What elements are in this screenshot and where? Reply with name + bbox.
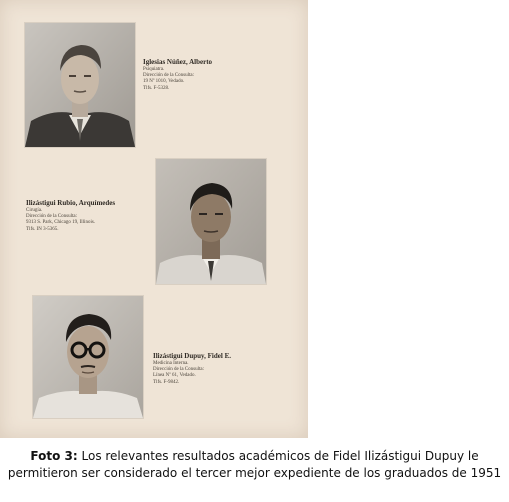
entry-phone: Tlfs. F-5328. bbox=[143, 85, 170, 91]
portrait-photo-1 bbox=[24, 22, 136, 148]
entry-name: Ilizástigui Dupuy, Fidel E. bbox=[153, 352, 231, 360]
entry-address-label: Dirección de la Consulta: bbox=[26, 214, 77, 220]
entry-address-label: Dirección de la Consulta: bbox=[143, 73, 194, 79]
entry-address: Línea Nº 61, Vedado. bbox=[153, 373, 196, 379]
caption-label: Foto 3: bbox=[30, 449, 78, 463]
entry-name: Iglesias Núñez, Alberto bbox=[143, 58, 213, 66]
entry-specialty: Psiquiatra. bbox=[143, 67, 165, 72]
portrait-photo-3 bbox=[32, 295, 144, 419]
entry-3 bbox=[153, 352, 231, 386]
entry-1 bbox=[143, 58, 212, 92]
caption-text: Los relevantes resultados académicos de Fidel Ilizástigui Dupuy le permitieron ser considerado el tercer mejor expediente de los graduados de 1951 bbox=[7, 449, 502, 480]
entry-2 bbox=[26, 199, 115, 233]
entry-address-label: Dirección de la Consulta: bbox=[153, 367, 204, 373]
portrait-2-image bbox=[156, 159, 266, 284]
portrait-3-image bbox=[33, 296, 143, 418]
entry-specialty: Cirugía. bbox=[26, 208, 43, 213]
entry-name: Ilizástigui Rubio, Arquímedes bbox=[26, 199, 116, 207]
portrait-photo-2 bbox=[155, 158, 267, 285]
entry-phone: Tlfs. F-9842. bbox=[153, 379, 180, 385]
entry-phone: Tlfs. IN 3-5365. bbox=[26, 226, 59, 232]
photo-caption bbox=[0, 448, 509, 482]
portrait-1-image bbox=[25, 23, 135, 147]
entry-address: 9313 S. Park, Chicago 19, Illinois. bbox=[26, 220, 96, 226]
entry-specialty: Medicina Interna. bbox=[153, 361, 189, 366]
entry-address: 19 Nº 1010, Vedado. bbox=[143, 79, 185, 85]
